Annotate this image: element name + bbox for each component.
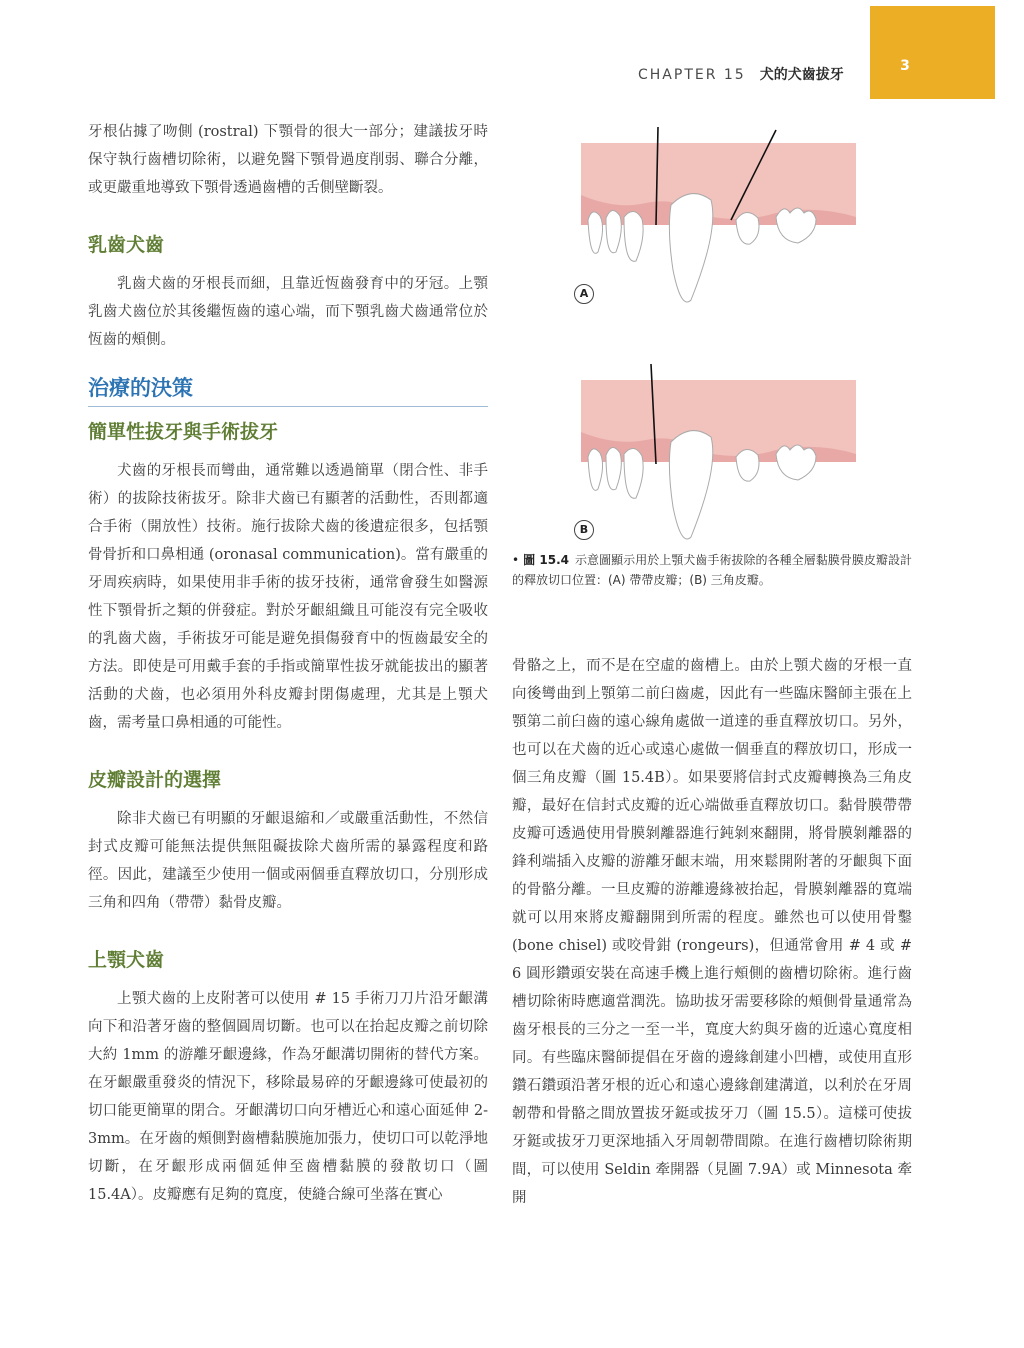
figure-label-a: A — [574, 284, 594, 304]
left-column — [88, 118, 488, 1209]
figure-15-4b — [576, 360, 861, 545]
page-tab — [870, 6, 995, 99]
premolar-1-a — [736, 212, 759, 244]
canine-a — [669, 194, 712, 302]
incisor-2-a — [606, 210, 621, 252]
figure-label-b: B — [574, 520, 594, 540]
figure-caption — [512, 550, 912, 590]
right-column — [512, 652, 912, 1212]
flap-design-paragraph: 除非犬齒已有明顯的牙齦退縮和／或嚴重活動性，不然信封式皮瓣可能無法提供無阻礙拔除犬齒所需的暴露程度和路徑。因此，建議至少使用一個或兩個垂直釋放切口，分別形成三角和四角（帶帶）黏骨皮瓣。 — [88, 811, 488, 911]
intro-paragraph: 牙根佔據了吻側 (rostral) 下顎骨的很大一部分；建議拔牙時保守執行齒槽切除術，以避免醫下顎骨過度削弱、聯合分離，或更嚴重地導致下顎骨透過齒槽的舌側壁斷裂。 — [88, 124, 488, 196]
heading-simple-vs-surgical: 簡單性拔牙與手術拔牙 — [88, 421, 279, 443]
premolar-1-b — [736, 449, 759, 481]
figure-15-4a — [576, 125, 861, 310]
chapter-label: CHAPTER 15 — [638, 67, 746, 83]
heading-flap-design: 皮瓣設計的選擇 — [88, 769, 222, 791]
incisor-1-a — [588, 212, 603, 253]
canine-b — [669, 431, 712, 539]
caption-bullet: • — [512, 553, 520, 567]
page-number: 3 — [900, 58, 910, 74]
simple-extraction-paragraph: 犬齒的牙根長而彎曲，通常難以透過簡單（閉合性、非手術）的拔除技術拔牙。除非犬齒已有顯著的活動性，否則都適合手術（開放性）技術。施行拔除犬齒的後遺症很多，包括顎骨骨折和口鼻相通 (oronasal communication)。當有嚴重的牙周疾病時，如果使用非手術的拔牙技術，通常會發生如醫源性下顎骨折之類的併發症。對於牙齦組織且可能沒有完全吸收的乳齒犬齒，手術拔牙可能是避免損傷發育中的恆齒最安全的方法。即使是可用戴手套的手指或簡單性拔牙就能拔出的顯著活動的犬齒，也必須用外科皮瓣封閉傷處理，尤其是上顎犬齒，需考量口鼻相通的可能性。 — [88, 463, 488, 731]
chapter-title: 犬的犬齒拔牙 — [759, 67, 844, 83]
incisor-1-b — [588, 449, 603, 490]
maxillary-paragraph: 上顎犬齒的上皮附著可以使用 # 15 手術刀刀片沿牙齦溝向下和沿著牙齒的整個圓周切斷。也可以在抬起皮瓣之前切除大約 1mm 的游離牙齦邊緣，作為牙齦溝切開術的替代方案。在牙齦嚴重發炎的情況下，移除最易碎的牙齦邊緣可使最初的切口能更簡單的閉合。牙齦溝切口向牙槽近心和遠心面延伸 2-3mm。在牙齒的頰側對齒槽黏膜施加張力，使切口可以乾淨地切斷，在牙齦形成兩個延伸至齒槽黏膜的發散切口（圖 15.4A）。皮瓣應有足夠的寬度，使縫合線可坐落在實心 — [88, 991, 488, 1203]
incisor-3-b — [624, 448, 643, 498]
heading-deciduous-canine: 乳齒犬齒 — [88, 234, 165, 256]
deciduous-paragraph: 乳齒犬齒的牙根長而細，且靠近恆齒發育中的牙冠。上顎乳齒犬齒位於其後繼恆齒的遠心端，而下顎乳齒犬齒通常位於恆齒的頰側。 — [88, 276, 488, 348]
incisor-3-a — [624, 211, 643, 261]
premolar-2-b — [776, 445, 816, 480]
premolar-2-a — [776, 208, 816, 243]
heading-maxillary-canine: 上顎犬齒 — [88, 949, 165, 971]
running-head — [638, 64, 844, 84]
caption-text: 示意圖顯示用於上顎犬齒手術拔除的各種全層黏膜骨膜皮瓣設計的釋放切口位置：(A) 帶帶皮瓣；(B) 三角皮瓣。 — [512, 553, 912, 587]
continued-paragraph: 骨骼之上，而不是在空虛的齒槽上。由於上顎犬齒的牙根一直向後彎曲到上顎第二前臼齒處，因此有一些臨床醫師主張在上顎第二前臼齒的遠心線角處做一道達的垂直釋放切口。另外，也可以在犬齒的近心或遠心處做一個垂直的釋放切口，形成一個三角皮瓣（圖 15.4B）。如果要將信封式皮瓣轉換為三角皮瓣，最好在信封式皮瓣的近心端做垂直釋放切口。黏骨膜帶帶皮瓣可透過使用骨膜剝離器進行鈍剝來翻開，將骨膜剝離器的鋒利端插入皮瓣的游離牙齦末端，用來鬆開附著的牙齦與下面的骨骼分離。一旦皮瓣的游離邊緣被抬起，骨膜剝離器的寬端就可以用來將皮瓣翻開到所需的程度。雖然也可以使用骨鑿 (bone chisel) 或咬骨鉗 (rongeurs)，但通常會用 # 4 或 # 6 圓形鑽頭安裝在高速手機上進行頰側的齒槽切除術。進行齒槽切除術時應適當潤洗。協助拔牙需要移除的頰側骨量通常為齒牙根長的三分之一至一半，寬度大約與牙齒的近遠心寬度相同。有些臨床醫師提倡在牙齒的邊緣創建小凹槽，或使用直形鑽石鑽頭沿著牙根的近心和遠心邊緣創建溝道，以利於在牙周韌帶和骨骼之間放置拔牙鋌或拔牙刀（圖 15.5）。這樣可使拔牙鋌或拔牙刀更深地插入牙周韌帶間隙。在進行齒槽切除術期間，可以使用 Seldin 牽開器（見圖 7.9A）或 Minnesota 牽開 — [512, 658, 912, 1206]
heading-treatment-decision: 治療的決策 — [88, 372, 488, 407]
incisor-2-b — [606, 447, 621, 489]
caption-label: 圖 15.4 — [523, 553, 569, 567]
